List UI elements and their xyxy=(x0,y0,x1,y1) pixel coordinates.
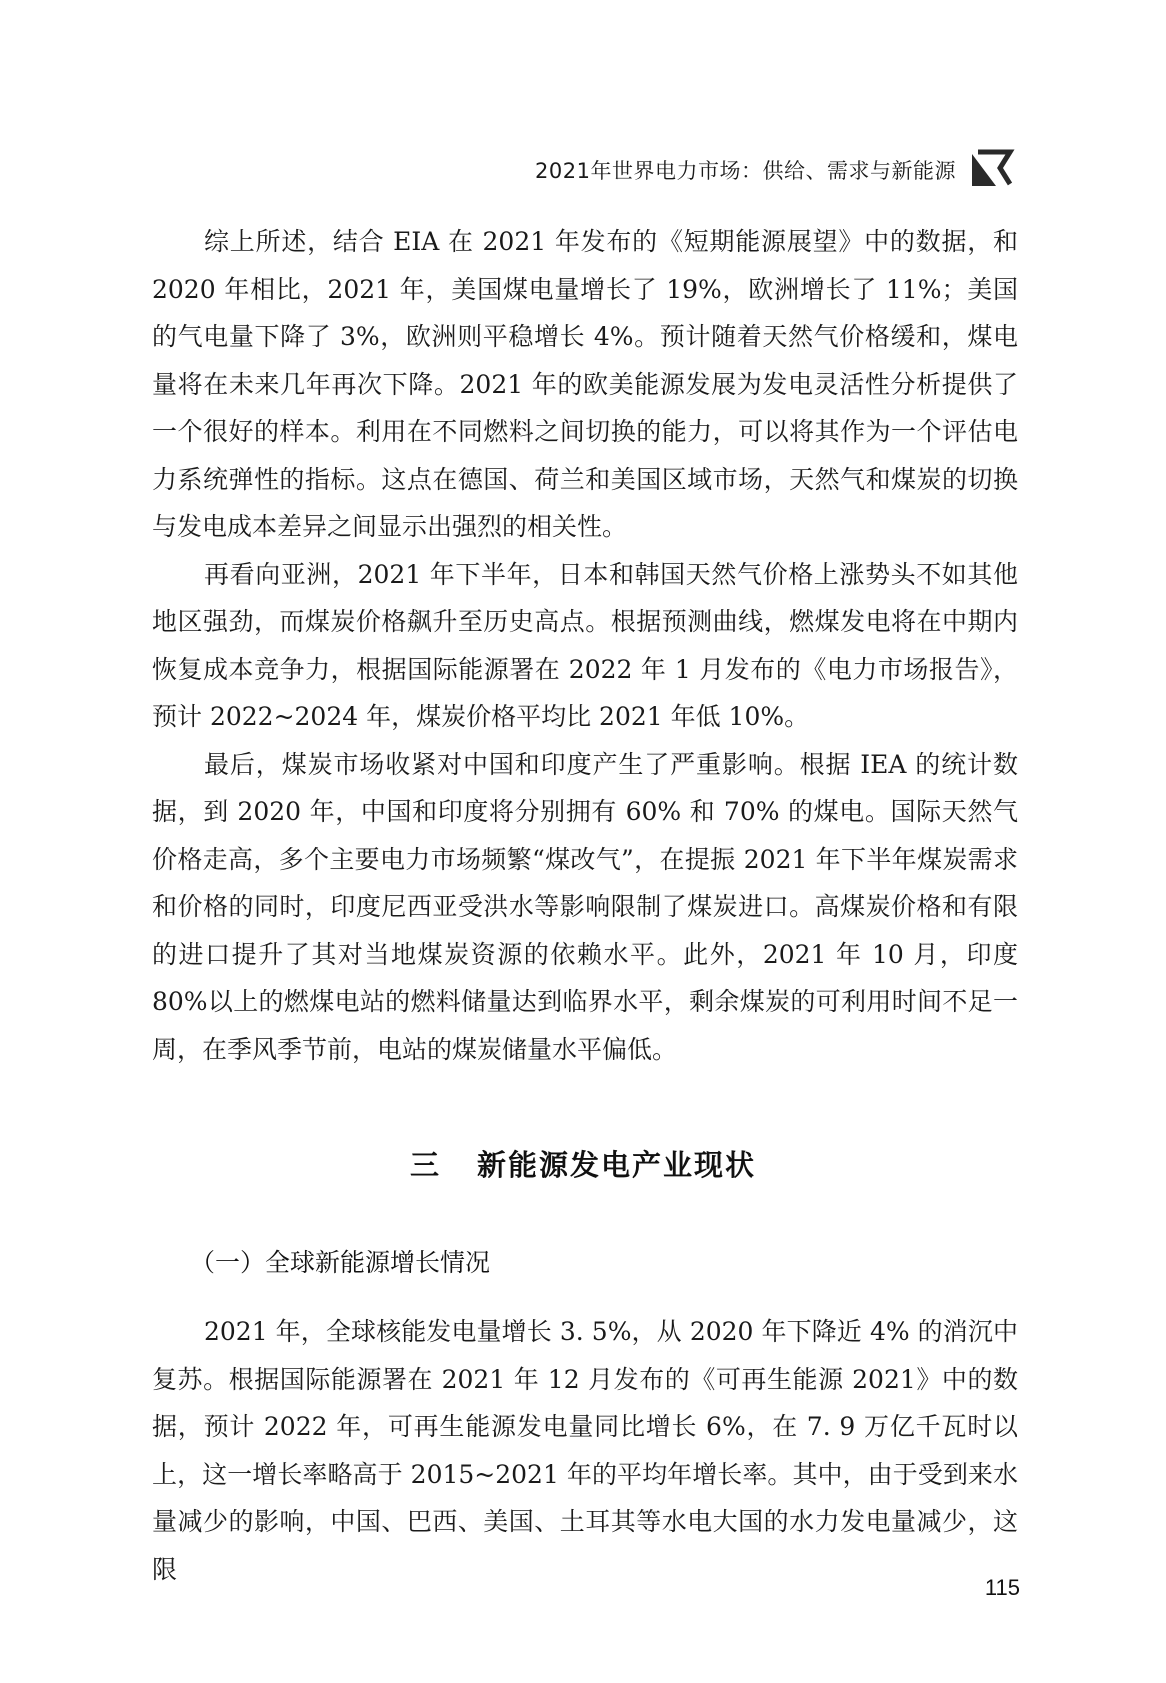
paragraph: 2021 年，全球核能发电量增长 3. 5%，从 2020 年下降近 4% 的消沉中复苏。根据国际能源署在 2021 年 12 月发布的《可再生能源 2021》中的数据，预计 2022 年，可再生能源发电量同比增长 6%，在 7. 9 万亿千瓦时以上，这一增长率略高于 2015~2021 年的平均年增长率。其中，由于受到来水量减少的影响，中国、巴西、美国、土耳其等水电大国的水力发电量减少，这限 xyxy=(152,1317,1018,1584)
page-number: 115 xyxy=(984,1575,1020,1600)
paragraph: 再看向亚洲，2021 年下半年，日本和韩国天然气价格上涨势头不如其他地区强劲，而煤炭价格飙升至历史高点。根据预测曲线，燃煤发电将在中期内恢复成本竞争力，根据国际能源署在 2022 年 1 月发布的《电力市场报告》，预计 2022~2024 年，煤炭价格平均比 2021 年低 10%。 xyxy=(152,559,1018,731)
chapter-marker-icon xyxy=(966,146,1018,190)
paragraph: 最后，煤炭市场收紧对中国和印度产生了严重影响。根据 IEA 的统计数据，到 2020 年，中国和印度将分别拥有 60% 和 70% 的煤电。国际天然气价格走高，多个主要电力市场频繁“煤改气”，在提振 2021 年下半年煤炭需求和价格的同时，印度尼西亚受洪水等影响限制了煤炭进口。高煤炭价格和有限的进口提升了其对当地煤炭资源的依赖水平。此外，2021 年 10 月，印度 80%以上的燃煤电站的燃料储量达到临界水平，剩余煤炭的可利用时间不足一周，在季风季节前，电站的煤炭储量水平偏低。 xyxy=(152,749,1018,1064)
section-heading xyxy=(0,1143,1166,1184)
paragraph: 综上所述，结合 EIA 在 2021 年发布的《短期能源展望》中的数据，和 2020 年相比，2021 年，美国煤电量增长了 19%，欧洲增长了 11%；美国的气电量下降了 3%，欧洲则平稳增长 4%。预计随着天然气价格缓和，煤电量将在未来几年再次下降。2021 年的欧美能源发展为发电灵活性分析提供了一个很好的样本。利用在不同燃料之间切换的能力，可以将其作为一个评估电力系统弹性的指标。这点在德国、荷兰和美国区域市场，天然气和煤炭的切换与发电成本差异之间显示出强烈的相关性。 xyxy=(152,227,1018,541)
subsection-heading: （一）全球新能源增长情况 xyxy=(190,1248,491,1277)
body-section-a xyxy=(152,218,1018,1073)
section-title-text: 新能源发电产业现状 xyxy=(477,1148,757,1182)
running-header: 2021年世界电力市场：供给、需求与新能源 xyxy=(535,159,956,183)
section-number: 三 xyxy=(409,1148,441,1182)
body-section-b xyxy=(152,1308,1018,1593)
